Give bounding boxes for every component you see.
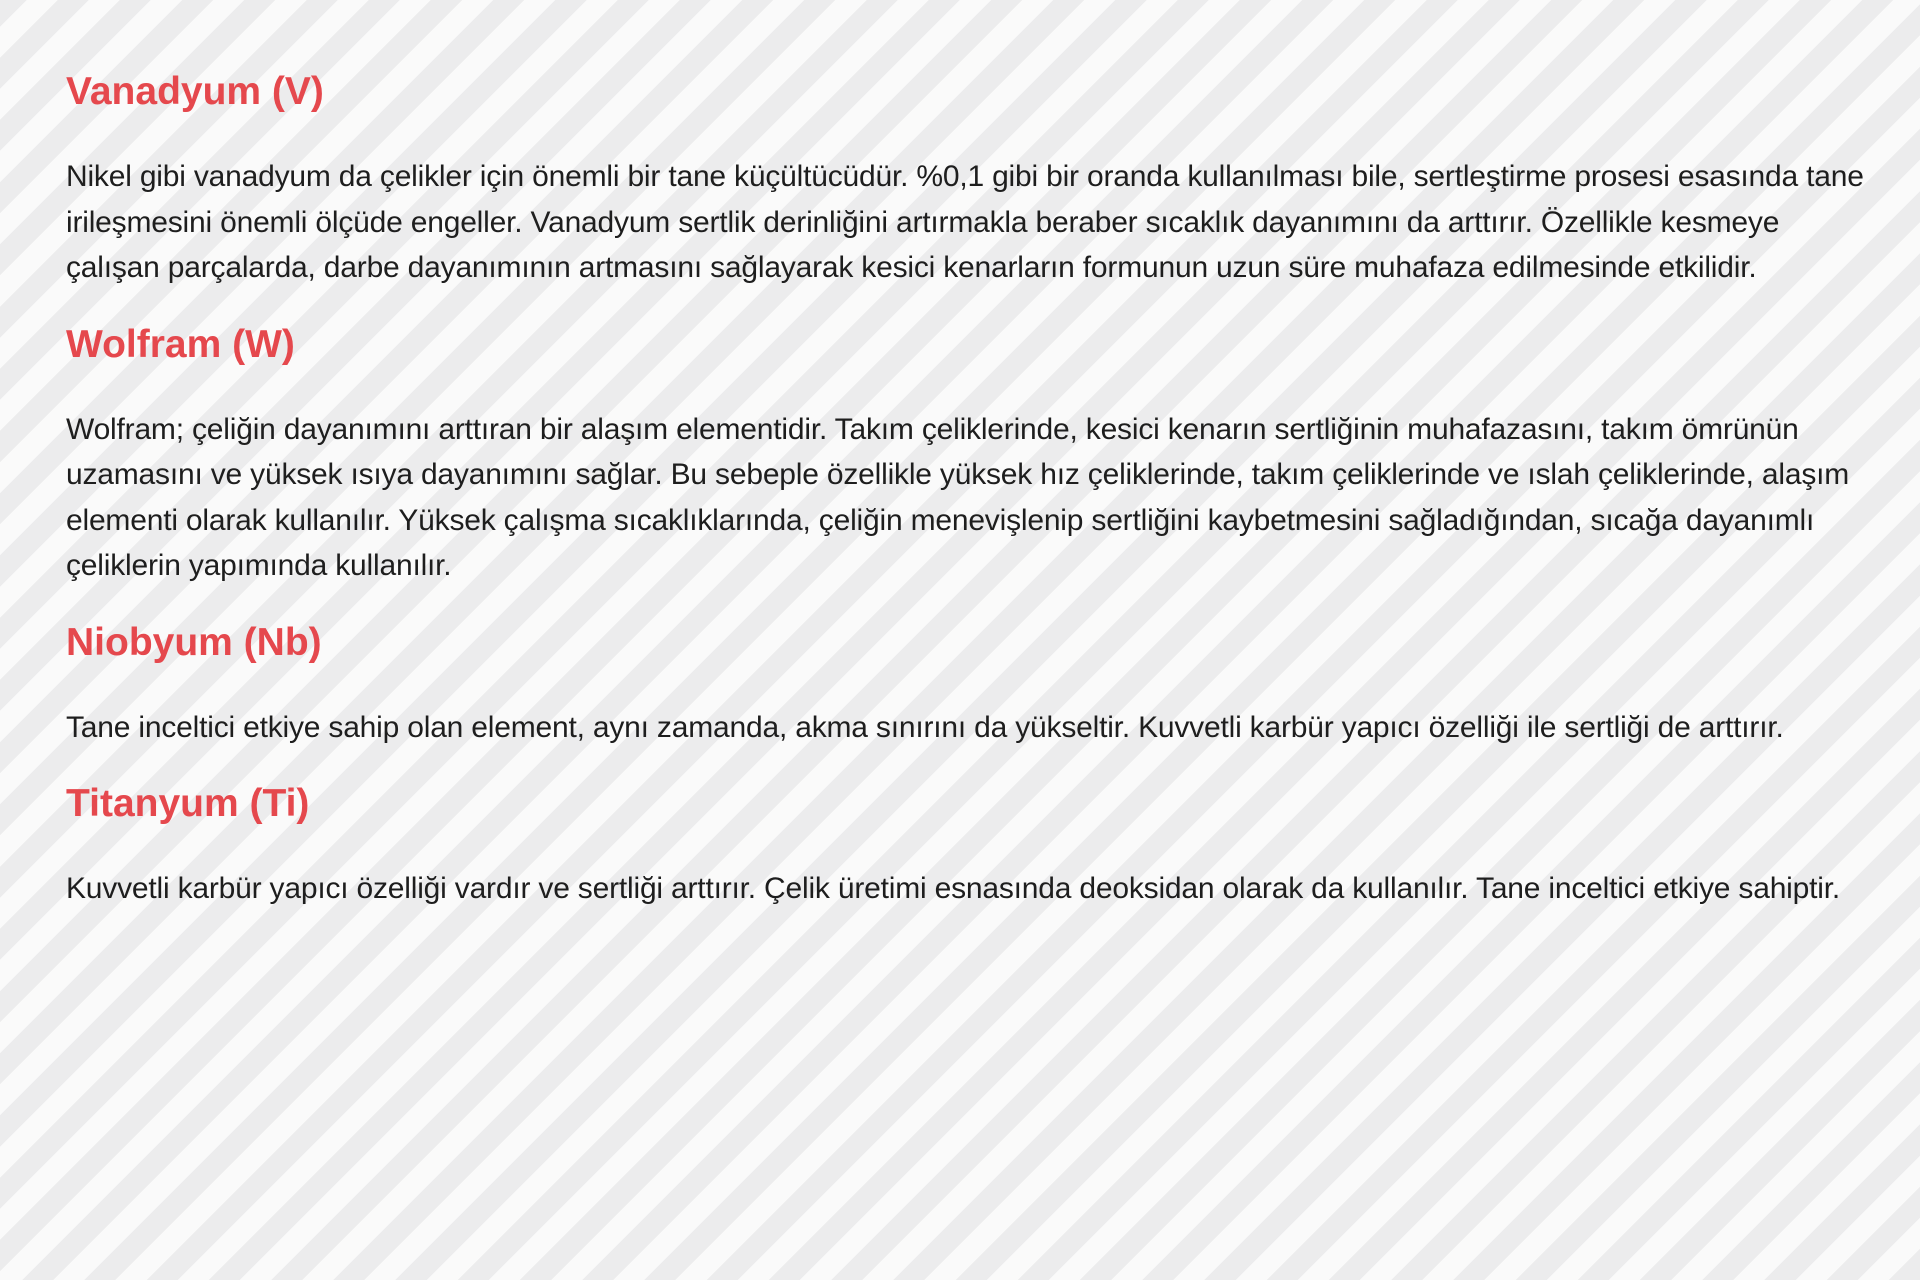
section-paragraph: Nikel gibi vanadyum da çelikler için önemli bir tane küçültücüdür. %0,1 gibi bir oranda kullanılması bile, sertleştirme prosesi esasında tane irileşmesini önemli ölçüde engeller. Vanadyum sertlik derinliğini artırmakla beraber sıcaklık dayanımını da arttırır. Özellikle kesmeye çalışan parçalarda, darbe dayanımının artmasını sağlayarak kesici kenarların formunun uzun süre muhafaza edilmesinde etkilidir. [66, 160, 1864, 284]
section-wolfram [66, 317, 1866, 589]
section-heading: Wolfram (W) [66, 322, 295, 366]
section-heading: Titanyum (Ti) [66, 782, 310, 825]
section-paragraph: Tane inceltici etkiye sahip olan element, aynı zamanda, akma sınırını da yükseltir. Kuvvetli karbür yapıcı özelliği ile sertliği de arttırır. [66, 710, 1784, 744]
article-content [66, 64, 1866, 912]
section-heading: Niobyum (Nb) [66, 620, 322, 664]
section-niobyum [66, 615, 1866, 751]
section-vanadyum [66, 64, 1866, 291]
section-paragraph: Kuvvetli karbür yapıcı özelliği vardır ve sertliği arttırır. Çelik üretimi esnasında deoksidan olarak da kullanılır. Tane inceltici etkiye sahiptir. [66, 872, 1841, 905]
section-heading: Vanadyum (V) [66, 70, 324, 113]
section-titanyum [66, 776, 1866, 912]
section-paragraph: Wolfram; çeliğin dayanımını arttıran bir alaşım elementidir. Takım çeliklerinde, kesici kenarın sertliğinin muhafazasını, takım ömrünün uzamasını ve yüksek ısıya dayanımını sağlar. Bu sebeple özellikle yüksek hız çeliklerinde, takım çeliklerinde ve ıslah çeliklerinde, alaşım elementi olarak kullanılır. Yüksek çalışma sıcaklıklarında, çeliğin menevişlenip sertliğini kaybetmesini sağladığından, sıcağa dayanımlı çeliklerin yapımında kullanılır. [66, 412, 1850, 582]
